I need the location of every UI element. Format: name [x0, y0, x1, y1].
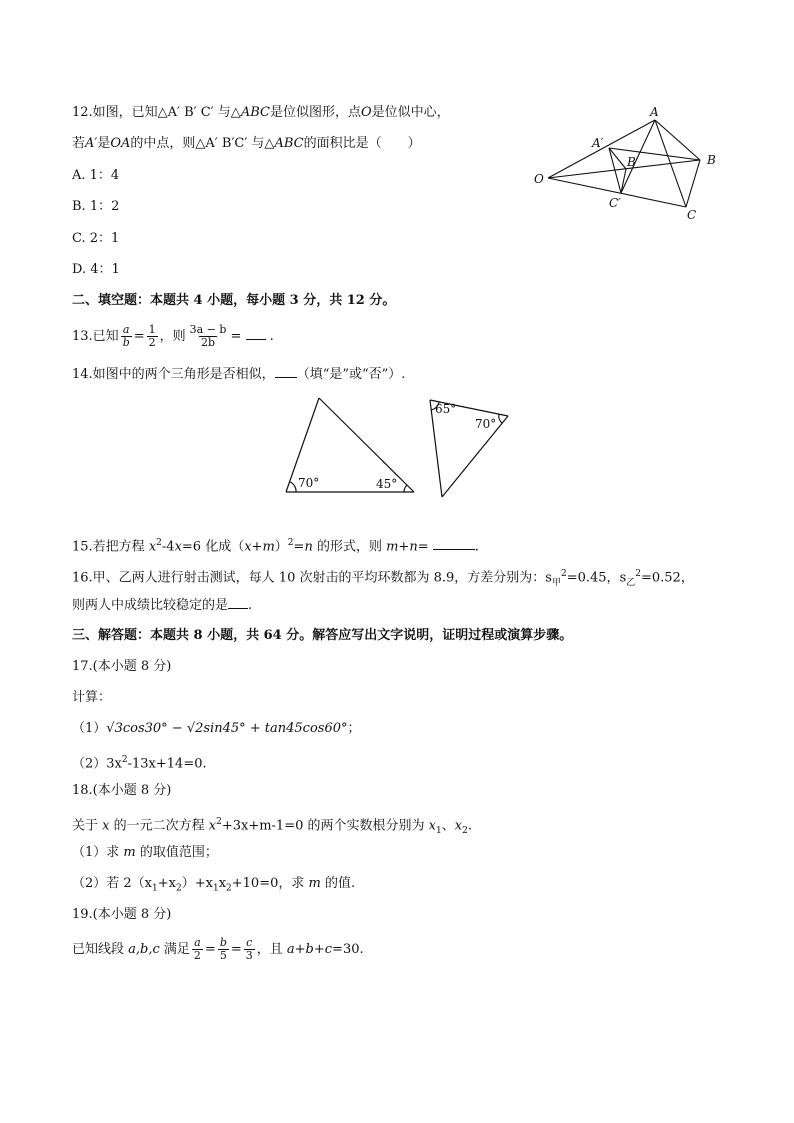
- label-O: O: [534, 172, 544, 186]
- tri2-angle-top: 65°: [435, 402, 457, 416]
- answer-blank: [246, 327, 266, 340]
- answer-blank: [228, 596, 248, 609]
- q12-line2: 若A′是OA的中点，则△A′ B′C′ 与△ABC的面积比是（ ）: [72, 136, 421, 151]
- label-A-prime: A′: [592, 136, 604, 150]
- tri2-angle-right: 70°: [475, 417, 497, 431]
- label-C: C: [687, 208, 697, 222]
- q18-part1: （1）求 m 的取值范围；: [72, 845, 218, 860]
- answer-blank: [433, 537, 475, 550]
- fraction-expression: $\frac{3a - b}{2b}$: [189, 323, 227, 349]
- q12-option-b: B. 1：2: [72, 199, 120, 214]
- fraction-c-over-3: $\frac{c}{3}$: [245, 936, 253, 962]
- tri1-angle-right: 45°: [376, 477, 398, 491]
- q12-homothety-figure: [528, 104, 728, 226]
- q17-title: 17.(本小题 8 分): [72, 659, 172, 674]
- fraction-a-over-2: $\frac{a}{2}$: [193, 936, 201, 962]
- q12-option-c: C. 2：1: [72, 231, 120, 246]
- q14-line: 14.如图中的两个三角形是否相似， （填“是”或“否”）.: [72, 367, 406, 382]
- section2-heading: 二、填空题：本题共 4 小题，每小题 3 分，共 12 分。: [72, 293, 396, 308]
- q15-line: 15.若把方程 $x^2-4x=6$ 化成$(x+m)^2=n$ 的形式，则 m+n= .: [72, 538, 479, 555]
- q18-title: 18.(本小题 8 分): [72, 783, 172, 798]
- q18-part2: （2）若 $2(x_1+x_2)+x_1x_2+10=0$，求 m 的值.: [72, 876, 356, 894]
- q12-line1: 12.如图，已知△A′ B′ C′ 与△ABC是位似图形，点O是位似中心，: [72, 105, 450, 120]
- q14-triangles-figure: [280, 390, 516, 502]
- q17-part2: $(2)3x^2-13x+14=0$.: [72, 755, 207, 772]
- q19-statement: 已知线段 a,b,c 满足 $\frac{a}{2}$ = $\frac{b}{5}$ = $\frac{c}{3}$ ，且 a+b+c=30.: [72, 936, 364, 962]
- q17-calc: 计算：: [72, 690, 112, 705]
- q12-option-a: A. 1：4: [72, 168, 120, 183]
- fraction-one-half: $\frac{1}{2}$: [148, 323, 156, 349]
- label-A: A: [650, 105, 659, 119]
- label-C-prime: C′: [609, 196, 621, 210]
- label-B-prime: B′: [627, 155, 639, 169]
- q19-title: 19.(本小题 8 分): [72, 907, 172, 922]
- q18-statement: 关于 x 的一元二次方程 $x^2+3x+m-1=0$ 的两个实数根分别为 $x_1$、$x_2$.: [72, 817, 472, 836]
- tri1-angle-left: 70°: [298, 476, 320, 490]
- fraction-a-over-b: $\frac{a}{b}$: [122, 323, 130, 349]
- q16-line1: 16.甲、乙两人进行射击测试，每人 10 次射击的平均环数都为 8.9，方差分别为：$s_甲^2=0.45$，$s_乙^2=0.52$，: [72, 569, 694, 588]
- q17-part1: （1）√3cos30° − √2sin45° + tan45cos60°；: [72, 721, 361, 736]
- q16-line2: 则两人中成绩比较稳定的是 .: [72, 598, 253, 613]
- q12-option-d: D. 4：1: [72, 262, 120, 277]
- q13-line: 13.已知 $\frac{a}{b}$ = $\frac{1}{2}$ ，则 $\frac{3a - b}{2b}$ = .: [72, 323, 274, 349]
- fraction-b-over-5: $\frac{b}{5}$: [219, 936, 227, 962]
- label-B: B: [707, 153, 716, 167]
- section3-heading: 三、解答题：本题共 8 小题，共 64 分。解答应写出文字说明，证明过程或演算步骤。: [72, 628, 573, 643]
- answer-blank: [275, 365, 297, 378]
